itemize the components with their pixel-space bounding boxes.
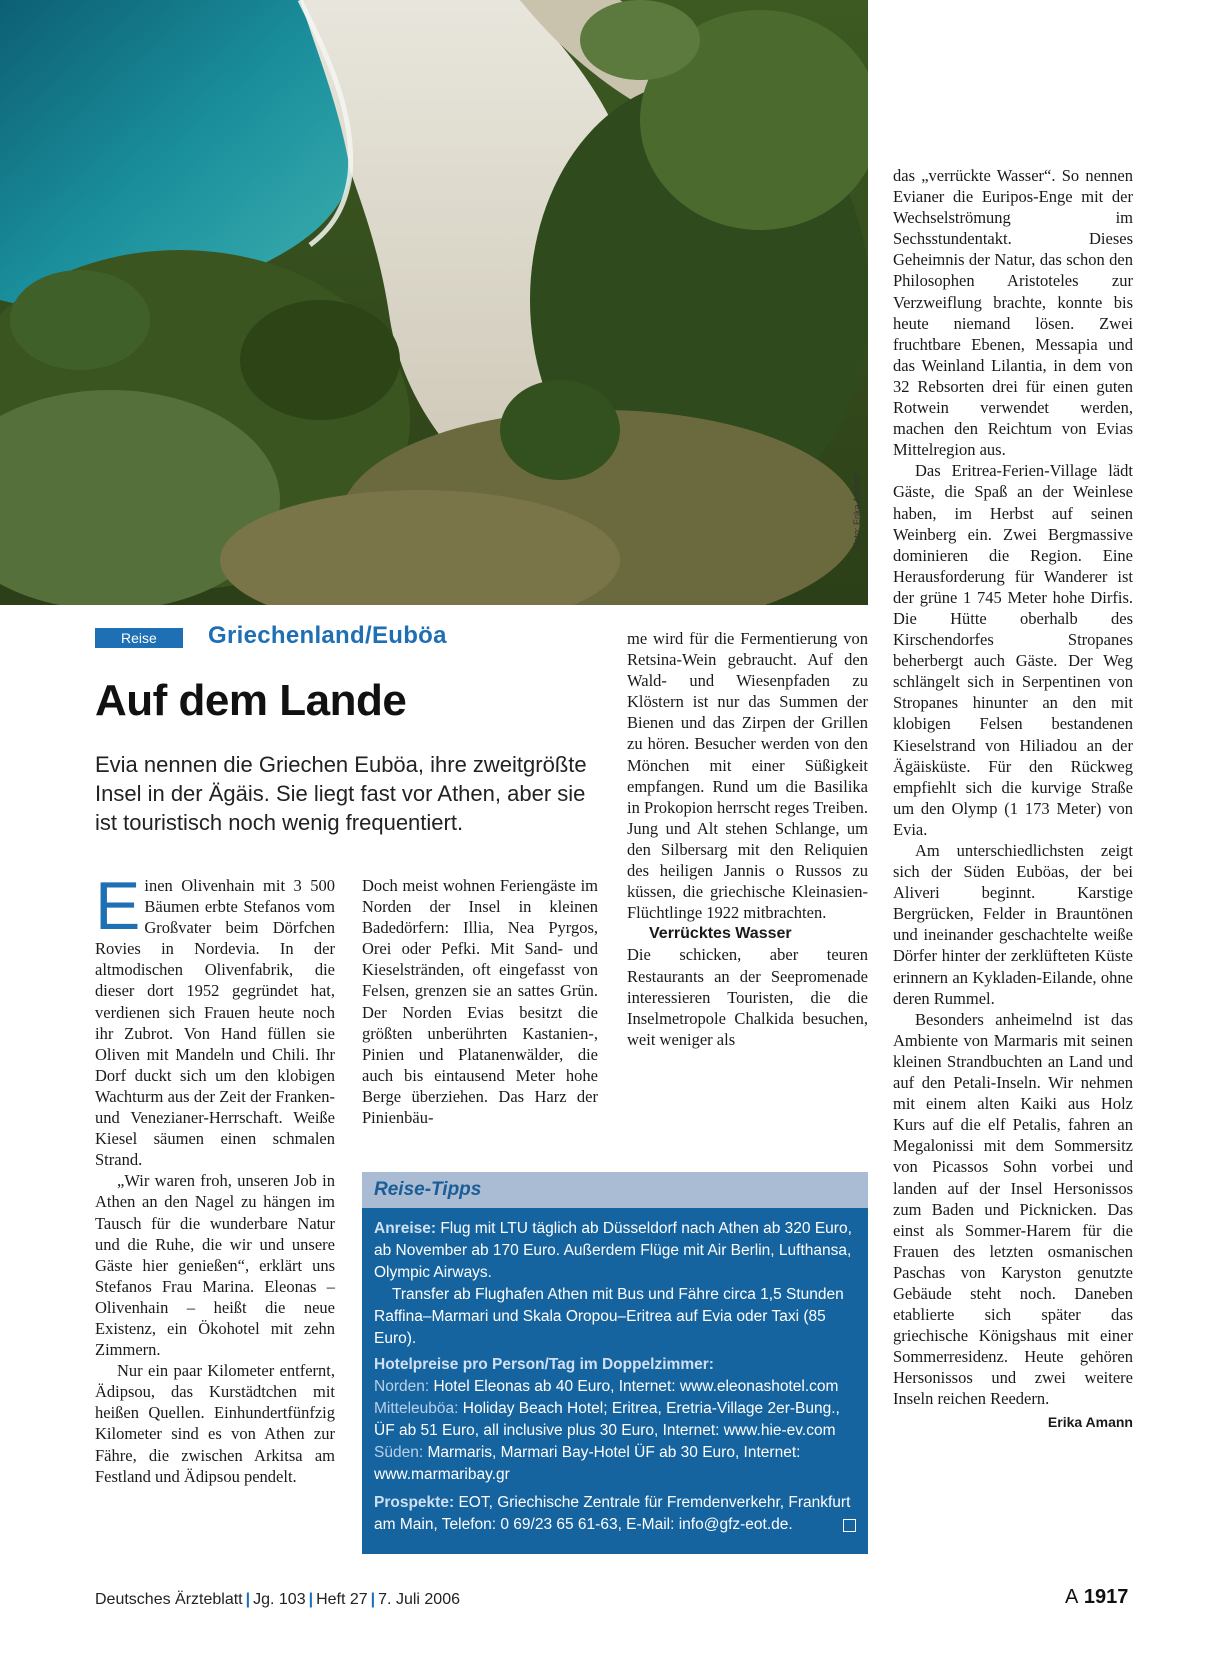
paragraph (893, 1009, 1133, 1430)
tips-text: Marmaris, Marmari Bay-Hotel ÜF ab 30 Euro, Internet: www.marmaribay.gr (374, 1444, 801, 1483)
travel-tips-body (362, 1208, 868, 1554)
tips-transfer: Transfer ab Flughafen Athen mit Bus und Fähre circa 1,5 Stunden Raffina–Marmari und Skala Oropou–Eritrea auf Evia oder Taxi (85 Euro). (374, 1286, 844, 1347)
paragraph (95, 868, 335, 1170)
paragraph: Nur ein paar Kilometer entfernt, Ädipsou, das Kurstädtchen mit heißen Quellen. Einhundertfünfzig Kilometer sind es von Athen zur Fähre, die zwischen Arkitsa am Festland und Ädipsou pendelt. (95, 1361, 335, 1486)
tips-hotel-header: Hotelpreise pro Person/Tag im Doppelzimmer: (374, 1356, 714, 1373)
tips-brochures (374, 1492, 856, 1536)
tips-label: Anreise: (374, 1220, 437, 1237)
tips-text: Hotel Eleonas ab 40 Euro, Internet: www.eleonashotel.com (433, 1378, 839, 1395)
issue-date: 7. Juli 2006 (378, 1591, 460, 1608)
issue: Heft 27 (316, 1591, 368, 1608)
drop-cap: E (95, 868, 141, 944)
article-kicker: Griechenland/Euböa (208, 622, 447, 649)
text-column-3 (627, 628, 868, 1050)
volume: Jg. 103 (253, 1591, 306, 1608)
article-headline: Auf dem Lande (95, 676, 407, 725)
paragraph: Am unterschiedlichsten zeigt sich der Süden Euböas, der bei Aliveri beginnt. Karstige Bergrücken, Felder in Brauntönen und ineinander geschachtelte weiße Dörfer hinter der zerklüfteten Küste erinnern an Kykladen-Eilande, ohne deren Rummel. (893, 841, 1133, 1008)
text-column-1 (95, 868, 335, 1487)
photo-credit: Foto: Erika Amann (852, 473, 862, 548)
paragraph: me wird für die Fermentierung von Retsina-Wein gebraucht. Auf den Wald- und Wiesenpfaden zu Klöstern ist nur das Summen der Bienen und das Zirpen der Grillen zu hören. Besucher werden von den Mönchen mit einer Süßigkeit empfangen. Rund um die Basilika in Prokopion herrscht reges Treiben. Jung und Alt stehen Schlange, um den Silbersarg mit den Reliquien des heiligen Jannis o Russos zu küssen, die griechische Kleinasien-Flüchtlinge 1922 mitbrachten. (627, 629, 868, 923)
journal-name: Deutsches Ärzteblatt (95, 1591, 243, 1608)
page-number-value: 1917 (1083, 1586, 1129, 1608)
paragraph-text: inen Olivenhain mit 3 500 Bäumen erbte Stefanos vom Großvater beim Dörfchen Rovies in Nordevia. In der altmodischen Olivenfabrik, die dieser dort 1952 gegründet hat, verdienen sich Frauen heute noch ihr Zubrot. Von Hand füllen sie Oliven mit Mandeln und Chili. Ihr Dorf duckt sich um den klobigen Wachturm aus der Zeit der Franken- und Venezianer-Herrschaft. Weiße Kiesel säumen einen schmalen Strand. (95, 876, 335, 1170)
tips-label: Mitteleuböa: (374, 1400, 459, 1417)
author-byline: Erika Amann (1047, 1413, 1133, 1430)
end-square-icon (843, 1519, 856, 1532)
page-number (1065, 1586, 1128, 1609)
tips-label: Norden: (374, 1378, 430, 1395)
text-column-2 (362, 875, 598, 1128)
travel-tips-title: Reise-Tipps (362, 1172, 868, 1208)
paragraph: das „verrückte Wasser“. So nennen Evianer die Euripos-Enge mit der Wechselströmung im Sechsstundentakt. Dieses Geheimnis der Natur, das schon den Philosophen Aristoteles zur Verzweiflung brachte, konnte bis heute niemand lösen. Zwei fruchtbare Ebenen, Messapia und das Weinland Lilantia, in dem von 32 Rebsorten drei für einen guten Rotwein verwendet werden, machen den Reichtum von Evias Mittelregion aus. (893, 166, 1133, 460)
page-prefix: A (1065, 1586, 1079, 1608)
beach-photo (0, 0, 868, 605)
tips-north (374, 1376, 856, 1398)
tips-label: Prospekte: (374, 1494, 455, 1511)
paragraph-text: Besonders anheimelnd ist das Ambiente von Marmaris mit seinen kleinen Strandbuchten an Land und auf den Petali-Inseln. Wir nehmen mit einem alten Kaiki aus Holz Kurs auf die elf Petalis, fahren an Megalonissi mit dem Sommersitz von Picassos Sohn vorbei und landen auf der Insel Hersonissos zum Baden und Picknicken. Das einst als Sommer-Harem für die Frauen des letzten osmanischen Paschas von Karyston genutzte Gebäude steht noch. Daneben etablierte sich später das griechische Königshaus mit einer Sommerresidenz. Heute gehören Hersonissos und zwei weitere Inseln reichen Reedern. (893, 1009, 1133, 1409)
tips-arrival (374, 1218, 856, 1284)
tips-central (374, 1398, 856, 1442)
text-column-4 (893, 165, 1133, 1433)
paragraph: Doch meist wohnen Feriengäste im Norden der Insel in kleinen Badedörfern: Illia, Nea Pyrgos, Orei oder Pefki. Mit Sand- und Kieselstränden, oft eingefasst von Felsen, grenzen sie an sattes Grün. Der Norden Evias besitzt die größten unberührten Kastanien-, Pinien und Platanenwälder, die auch bis eintausend Meter hohe Berge überziehen. Das Harz der Pinienbäu- (362, 876, 598, 1128)
page-footer: Deutsches Ärzteblatt | Jg. 103 | Heft 27 | 7. Juli 2006 (95, 1591, 460, 1608)
tips-text: Flug mit LTU täglich ab Düsseldorf nach Athen ab 320 Euro, ab November ab 170 Euro. Außerdem Flüge mit Air Berlin, Lufthansa, Olympic Airways. (374, 1220, 852, 1281)
travel-tips-box (362, 1172, 868, 1554)
paragraph: „Wir waren froh, unseren Job in Athen an den Nagel zu hängen im Tausch für die wunderbare Natur und die Ruhe, die wir und unsere Gäste hier genießen“, erklärt uns Stefanos Frau Marina. Eleonas – Olivenhain – heißt die neue Existenz, ein Ökohotel mit zehn Zimmern. (95, 1171, 335, 1360)
subheading: Verrücktes Wasser (649, 925, 792, 943)
tips-south (374, 1442, 856, 1486)
tips-label: Süden: (374, 1444, 424, 1461)
tips-text: EOT, Griechische Zentrale für Fremdenverkehr, Frankfurt am Main, Telefon: 0 69/23 65 61-63, E-Mail: info@gfz-eot.de. (374, 1494, 851, 1533)
article-lead: Evia nennen die Griechen Euböa, ihre zweitgrößte Insel in der Ägäis. Sie liegt fast vor Athen, aber sie ist touristisch noch wenig frequentiert. (95, 752, 587, 835)
paragraph: Das Eritrea-Ferien-Village lädt Gäste, die Spaß an der Weinlese haben, im Herbst auf seinen Weinberg ein. Zwei Bergmassive dominieren die Region. Eine Herausforderung für Wanderer ist der grüne 1 745 Meter hohe Dirfis. Die Hütte oberhalb des Kirschendorfes Stropanes beherbergt auch Gäste. Der Weg schlängelt sich in Serpentinen von Stropanes hinunter an den mit klobigen Felsen bestandenen Kieselstrand von Hiliadou an der Ägäisküste. Für den Rückweg empfiehlt sich die kurvige Straße um den Olymp (1 173 Meter) von Evia. (893, 461, 1133, 839)
tips-text: Holiday Beach Hotel; Eritrea, Eretria-Village 2er-Bung., ÜF ab 51 Euro, all inclusive plus 30 Euro, Internet: www.hie-ev.com (374, 1400, 840, 1439)
section-badge: Reise (95, 628, 183, 648)
paragraph: Die schicken, aber teuren Restaurants an der Seepromenade interessieren Touristen, die die Inselmetropole Chalkida besuchen, weit weniger als (627, 945, 868, 1049)
